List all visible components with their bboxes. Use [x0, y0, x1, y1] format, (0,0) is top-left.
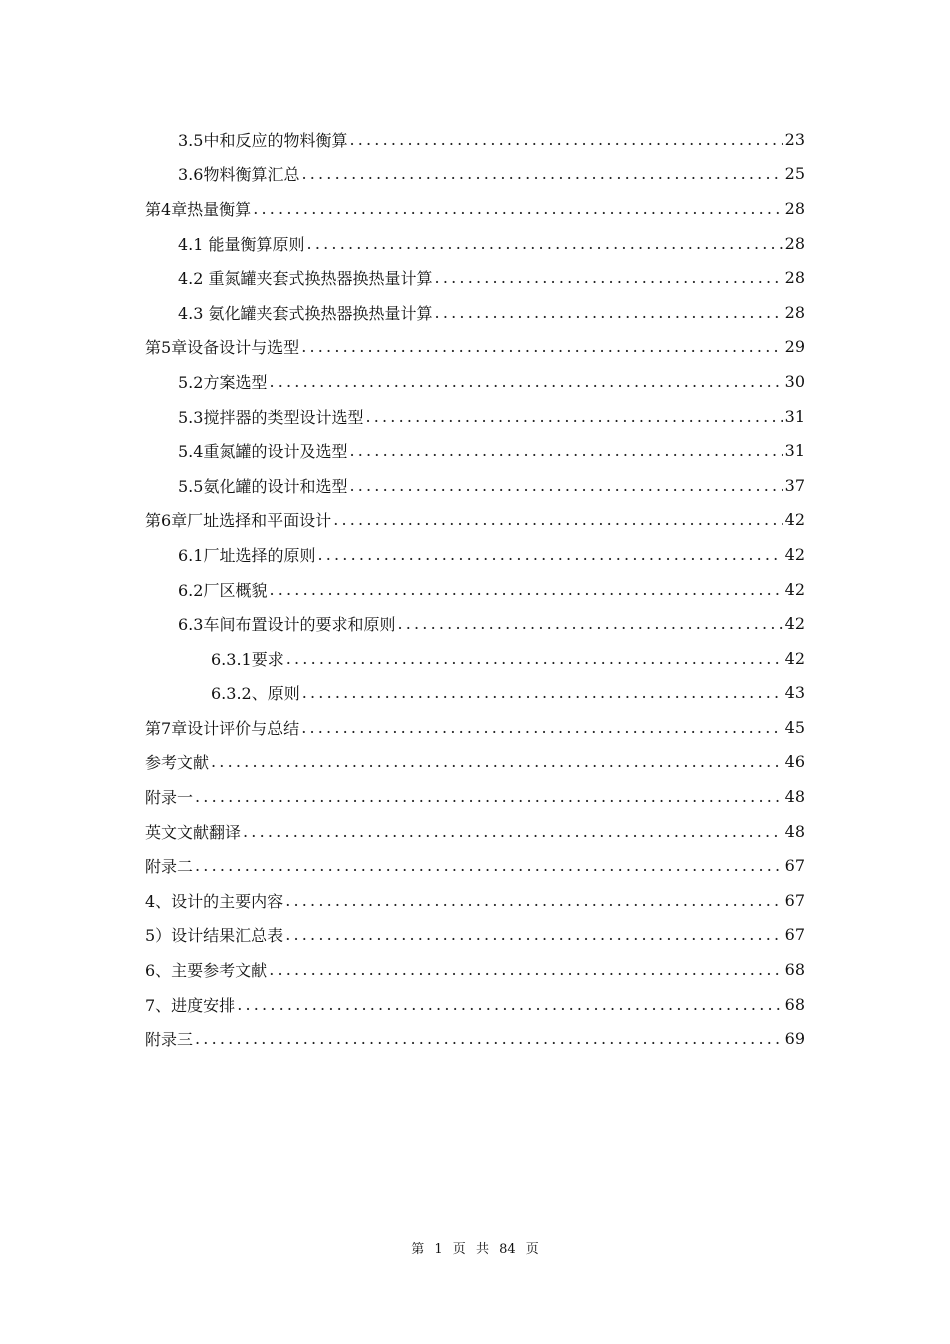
toc-entry[interactable]	[0, 745, 950, 780]
toc-entry-title: 4.2 重氮罐夹套式换热器换热量计算	[178, 269, 433, 289]
toc-entry[interactable]	[0, 952, 950, 987]
toc-entry-line	[145, 918, 805, 953]
toc-entry-line	[145, 330, 805, 365]
toc-dot-leader	[243, 822, 783, 841]
toc-entry-title: 第5章设备设计与选型	[145, 338, 300, 358]
toc-entry[interactable]	[0, 260, 950, 295]
toc-dot-leader	[365, 407, 782, 426]
toc-entry-page-number: 23	[784, 129, 805, 149]
toc-entry-title: 3.6物料衡算汇总	[178, 165, 300, 185]
table-of-contents	[0, 122, 950, 1056]
toc-entry-line	[178, 399, 805, 434]
toc-entry-title: 5）设计结果汇总表	[145, 926, 284, 946]
toc-entry[interactable]	[0, 468, 950, 503]
toc-entry-page-number: 28	[784, 302, 805, 322]
toc-entry[interactable]	[0, 364, 950, 399]
toc-dot-leader	[253, 199, 782, 218]
toc-entry-title: 6.3.1要求	[211, 649, 284, 669]
toc-entry-page-number: 45	[784, 717, 805, 737]
toc-entry-page-number: 30	[784, 371, 805, 391]
toc-entry[interactable]	[0, 503, 950, 538]
toc-dot-leader	[269, 372, 782, 391]
toc-entry-title: 5.3搅拌器的类型设计选型	[178, 407, 364, 427]
toc-dot-leader	[397, 614, 782, 633]
toc-dot-leader	[195, 1029, 783, 1048]
toc-entry-title: 7、进度安排	[145, 995, 236, 1015]
toc-entry-line	[178, 226, 805, 261]
footer-total-word: 共	[475, 1242, 489, 1257]
page-footer	[0, 1238, 950, 1257]
toc-dot-leader	[307, 234, 783, 253]
footer-current-page: 1	[434, 1242, 443, 1257]
toc-entry-line	[145, 952, 805, 987]
toc-entry-title: 第7章设计评价与总结	[145, 718, 300, 738]
toc-entry-title: 5.4重氮罐的设计及选型	[178, 442, 348, 462]
toc-entry-page-number: 69	[784, 1029, 805, 1049]
toc-entry[interactable]	[0, 399, 950, 434]
toc-entry-page-number: 68	[784, 960, 805, 980]
toc-entry-line	[178, 468, 805, 503]
toc-entry-page-number: 42	[784, 544, 805, 564]
toc-entry-line	[145, 191, 805, 226]
toc-entry-line	[178, 433, 805, 468]
toc-entry-page-number: 31	[784, 406, 805, 426]
toc-dot-leader	[285, 925, 782, 944]
toc-entry-page-number: 42	[784, 579, 805, 599]
toc-dot-leader	[301, 718, 782, 737]
toc-entry-line	[145, 883, 805, 918]
toc-entry-title: 6.1厂址选择的原则	[178, 545, 316, 565]
toc-dot-leader	[195, 856, 783, 875]
toc-entry-page-number: 31	[784, 441, 805, 461]
toc-entry-title: 参考文献	[145, 753, 210, 773]
toc-entry[interactable]	[0, 883, 950, 918]
toc-entry[interactable]	[0, 191, 950, 226]
toc-entry-title: 第6章厂址选择和平面设计	[145, 511, 332, 531]
toc-entry[interactable]	[0, 710, 950, 745]
toc-entry-page-number: 48	[784, 821, 805, 841]
footer-suffix: 页	[525, 1242, 539, 1257]
toc-entry-title: 6、主要参考文献	[145, 961, 268, 981]
toc-entry-page-number: 68	[784, 994, 805, 1014]
toc-entry-title: 4、设计的主要内容	[145, 891, 284, 911]
toc-entry-line	[145, 503, 805, 538]
toc-entry-page-number: 42	[784, 648, 805, 668]
toc-entry-line	[145, 745, 805, 780]
toc-entry-line	[145, 779, 805, 814]
toc-entry-line	[145, 848, 805, 883]
toc-entry-title: 6.2厂区概貌	[178, 580, 268, 600]
toc-entry[interactable]	[0, 122, 950, 157]
toc-dot-leader	[301, 337, 782, 356]
toc-entry[interactable]	[0, 918, 950, 953]
toc-entry-line	[178, 260, 805, 295]
toc-entry-title: 5.2方案选型	[178, 372, 268, 392]
toc-entry-page-number: 67	[784, 890, 805, 910]
toc-entry[interactable]	[0, 226, 950, 261]
toc-entry[interactable]	[0, 779, 950, 814]
toc-entry-line	[211, 676, 805, 711]
toc-entry-page-number: 43	[784, 683, 805, 703]
toc-entry[interactable]	[0, 295, 950, 330]
toc-dot-leader	[333, 510, 782, 529]
toc-entry-title: 第4章热量衡算	[145, 199, 252, 219]
toc-entry-line	[178, 606, 805, 641]
toc-entry[interactable]	[0, 537, 950, 572]
toc-entry[interactable]	[0, 572, 950, 607]
toc-entry-page-number: 37	[784, 475, 805, 495]
toc-entry-line	[178, 364, 805, 399]
toc-entry[interactable]	[0, 848, 950, 883]
toc-entry-title: 附录二	[145, 857, 194, 877]
toc-entry-page-number: 46	[784, 752, 805, 772]
toc-entry-title: 4.3 氨化罐夹套式换热器换热量计算	[178, 303, 433, 323]
toc-dot-leader	[435, 268, 783, 287]
toc-entry-line	[178, 537, 805, 572]
toc-entry-line	[178, 572, 805, 607]
toc-dot-leader	[302, 683, 783, 702]
toc-entry[interactable]	[0, 330, 950, 365]
toc-dot-leader	[317, 545, 782, 564]
toc-entry[interactable]	[0, 157, 950, 192]
toc-entry-page-number: 48	[784, 787, 805, 807]
toc-entry-line	[145, 1021, 805, 1056]
toc-entry-title: 英文文献翻译	[145, 822, 242, 842]
toc-entry[interactable]	[0, 641, 950, 676]
toc-entry-page-number: 29	[784, 337, 805, 357]
toc-dot-leader	[349, 441, 782, 460]
toc-entry-title: 5.5氨化罐的设计和选型	[178, 476, 348, 496]
toc-dot-leader	[237, 995, 782, 1014]
toc-entry-title: 4.1 能量衡算原则	[178, 234, 305, 254]
toc-dot-leader	[269, 960, 782, 979]
toc-dot-leader	[286, 649, 783, 668]
toc-entry-page-number: 67	[784, 856, 805, 876]
toc-entry[interactable]	[0, 814, 950, 849]
toc-entry-line	[145, 814, 805, 849]
toc-dot-leader	[301, 164, 782, 183]
toc-entry[interactable]	[0, 676, 950, 711]
toc-entry-title: 3.5中和反应的物料衡算	[178, 130, 348, 150]
toc-entry-title: 6.3.2、原则	[211, 684, 300, 704]
footer-page-word: 页	[452, 1242, 466, 1257]
toc-dot-leader	[285, 891, 782, 910]
toc-entry-line	[178, 122, 805, 157]
toc-entry-page-number: 42	[784, 510, 805, 530]
toc-entry-page-number: 28	[784, 268, 805, 288]
toc-entry-page-number: 28	[784, 233, 805, 253]
footer-total-pages: 84	[499, 1242, 516, 1257]
toc-entry[interactable]	[0, 433, 950, 468]
toc-dot-leader	[211, 752, 783, 771]
toc-entry-title: 附录三	[145, 1030, 194, 1050]
toc-dot-leader	[269, 580, 782, 599]
toc-entry-page-number: 67	[784, 925, 805, 945]
toc-entry-title: 附录一	[145, 788, 194, 808]
toc-dot-leader	[195, 787, 783, 806]
toc-entry-line	[145, 710, 805, 745]
toc-entry-page-number: 25	[784, 164, 805, 184]
toc-entry-title: 6.3车间布置设计的要求和原则	[178, 615, 396, 635]
toc-entry-line	[211, 641, 805, 676]
toc-entry-page-number: 42	[784, 614, 805, 634]
toc-entry-page-number: 28	[784, 198, 805, 218]
toc-dot-leader	[349, 476, 782, 495]
toc-entry-line	[178, 295, 805, 330]
toc-entry[interactable]	[0, 606, 950, 641]
toc-dot-leader	[349, 130, 782, 149]
footer-prefix: 第	[411, 1242, 425, 1257]
toc-entry[interactable]	[0, 987, 950, 1022]
toc-entry-line	[145, 987, 805, 1022]
toc-entry[interactable]	[0, 1021, 950, 1056]
toc-entry-line	[178, 157, 805, 192]
toc-dot-leader	[435, 303, 783, 322]
